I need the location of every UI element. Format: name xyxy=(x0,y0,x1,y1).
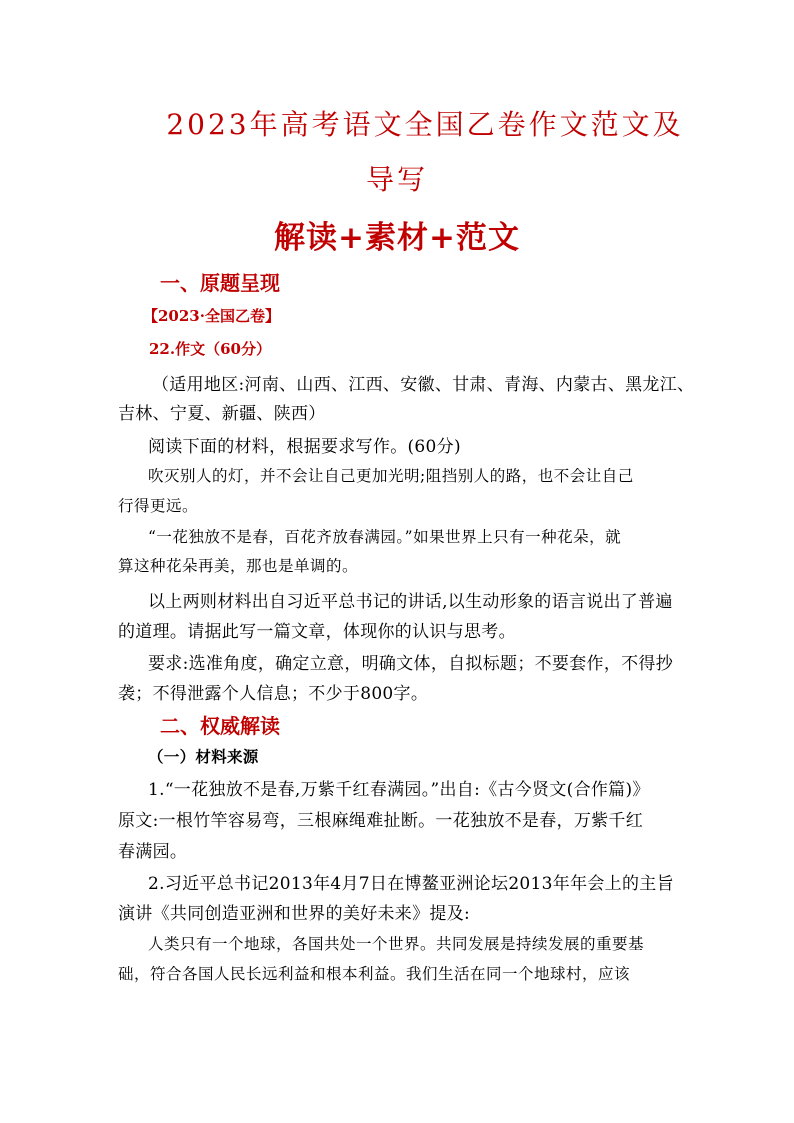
source-line-1: 1.“一花独放不是春,万紫千红春满园。”出自:《古今贤文(合作篇)》 xyxy=(148,780,650,800)
instruction-line: 阅读下面的材料，根据要求写作。(60分) xyxy=(148,437,461,457)
material-2-line-1: “一花独放不是春，百花齐放春满园。”如果世界上只有一种花朵，就 xyxy=(148,528,622,546)
applicable-regions-line-2: 吉林、宁夏、新疆、陕西） xyxy=(118,404,326,424)
quote-line-1: 人类只有一个地球，各国共处一个世界。共同发展是持续发展的重要基 xyxy=(148,935,645,953)
source-line-2: 原文:一根竹竿容易弯，三根麻绳难扯断。一花独放不是春，万紫千红 xyxy=(118,811,644,831)
section-heading-original-question: 一、原题呈现 xyxy=(160,271,280,295)
source-line-3: 春满园。 xyxy=(118,842,188,862)
material-1-line-1: 吹灭别人的灯，并不会让自己更加光明;阻挡别人的路，也不会让自己 xyxy=(148,467,634,485)
requirements-line-1: 要求:选准角度，确定立意，明确文体，自拟标题；不要套作，不得抄 xyxy=(148,654,674,674)
material-2-line-2: 算这种花朵再美，那也是单调的。 xyxy=(118,557,359,575)
document-title-line-2: 导写 xyxy=(365,163,428,196)
applicable-regions-line-1: （适用地区:河南、山西、江西、安徽、甘肃、青海、内蒙古、黑龙江、 xyxy=(152,375,695,395)
subsection-heading-material-source: （一）材料来源 xyxy=(148,747,259,766)
speech-line-1: 2.习近平总书记2013年4月7日在博鳌亚洲论坛2013年年会上的主旨 xyxy=(148,874,674,894)
quote-line-2: 础，符合各国人民长远利益和根本利益。我们生活在同一个地球村，应该 xyxy=(118,965,631,983)
question-number: 22.作文（60分） xyxy=(149,340,271,358)
explanation-line-2: 的道理。请据此写一篇文章，体现你的认识与思考。 xyxy=(118,622,516,642)
material-1-line-2: 行得更远。 xyxy=(118,497,199,515)
speech-line-2: 演讲《共同创造亚洲和世界的美好未来》提及: xyxy=(118,904,471,924)
section-heading-authoritative-reading: 二、权威解读 xyxy=(160,714,280,738)
explanation-line-1: 以上两则材料出自习近平总书记的讲话,以生动形象的语言说出了普遍 xyxy=(148,592,673,612)
document-subtitle: 解读+素材+范文 xyxy=(274,220,520,256)
exam-tag: 【2023·全国乙卷】 xyxy=(143,307,280,325)
requirements-line-2: 袭；不得泄露个人信息；不少于800字。 xyxy=(118,684,429,704)
document-title-line-1: 2023年高考语文全国乙卷作文范文及 xyxy=(166,108,684,141)
